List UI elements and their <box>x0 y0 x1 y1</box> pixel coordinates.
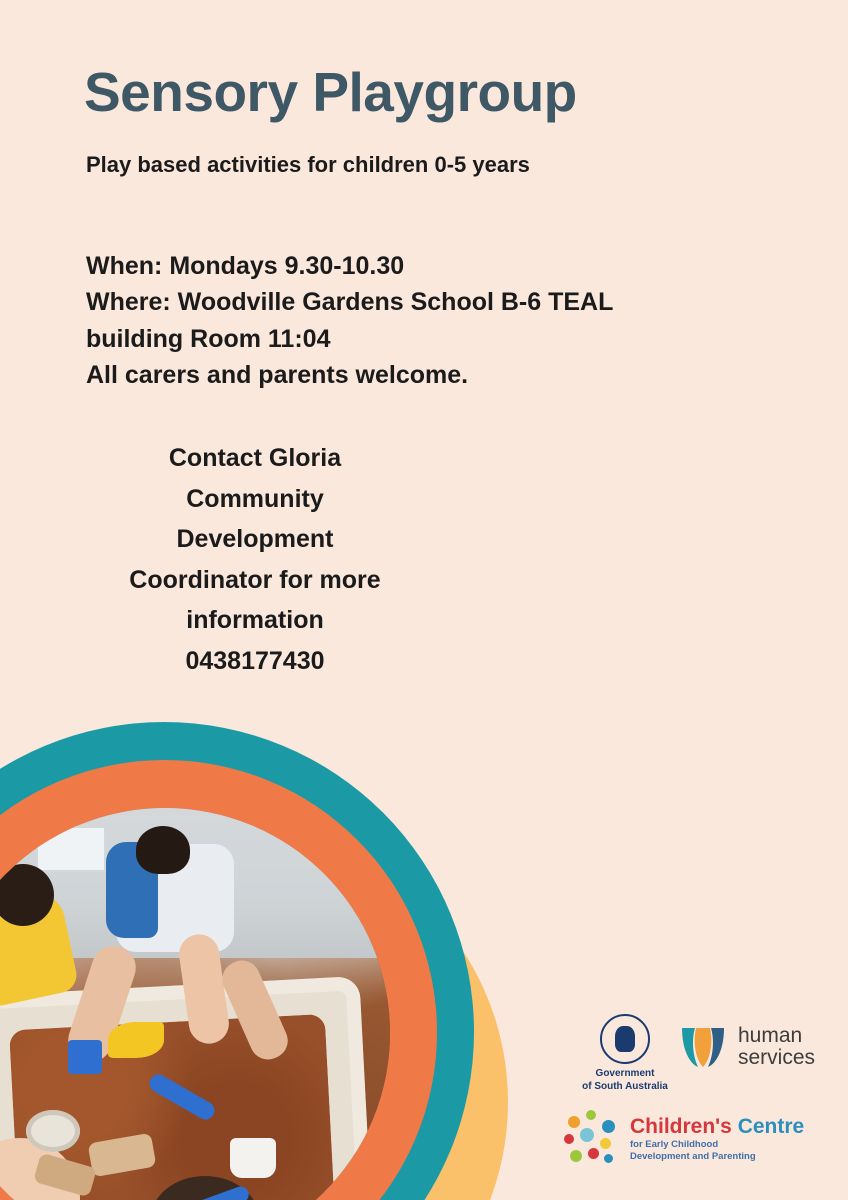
contact-line-name: Contact Gloria <box>168 444 342 472</box>
government-of-south-australia-logo <box>570 1014 680 1093</box>
childrens-centre-title <box>630 1116 804 1137</box>
childrens-centre-title-accent: Centre <box>737 1114 805 1138</box>
contact-line-role-4: information <box>186 606 324 634</box>
contact-phone-number: 0438177430 <box>185 646 325 675</box>
photo-blue-cup <box>68 1040 102 1074</box>
human-services-line-2: services <box>738 1046 816 1069</box>
photo-children-sensory-play <box>0 808 390 1200</box>
childrens-centre-dots-icon <box>564 1110 622 1168</box>
south-australia-crest-icon <box>600 1014 650 1064</box>
human-services-logo <box>676 1020 815 1074</box>
session-details <box>86 248 766 393</box>
page-title: Sensory Playgroup <box>84 61 577 123</box>
gov-logo-line-1: Government <box>595 1068 655 1079</box>
detail-line-room: building Room 11:04 <box>86 324 331 353</box>
contact-details <box>60 438 450 681</box>
gov-logo-line-2: of South Australia <box>582 1080 668 1092</box>
detail-line-when: When: Mondays 9.30-10.30 <box>86 252 405 280</box>
childrens-centre-logo <box>564 1110 804 1168</box>
photo-child-head-2 <box>136 826 190 874</box>
childrens-centre-title-main: Children's <box>630 1114 738 1138</box>
childrens-centre-sub-2: Development and Parenting <box>630 1150 756 1162</box>
contact-line-role-1: Community <box>186 484 324 513</box>
detail-line-where: Where: Woodville Gardens School B-6 TEAL <box>86 288 614 317</box>
detail-line-welcome: All carers and parents welcome. <box>86 360 469 389</box>
contact-line-role-3: Coordinator for more <box>129 565 381 594</box>
photo-sieve <box>26 1110 80 1152</box>
human-services-mark-icon <box>676 1020 730 1074</box>
logo-strip <box>548 1010 838 1190</box>
page-subtitle: Play based activities for children 0-5 years <box>86 152 530 177</box>
photo-wall-poster <box>36 826 106 872</box>
photo-white-cup <box>230 1138 276 1178</box>
childrens-centre-sub-1: for Early Childhood <box>630 1138 719 1150</box>
decorative-artwork <box>0 700 600 1200</box>
contact-line-role-2: Development <box>176 525 334 553</box>
photo-yellow-scoop <box>108 1022 164 1058</box>
human-services-line-1: human <box>738 1023 803 1047</box>
